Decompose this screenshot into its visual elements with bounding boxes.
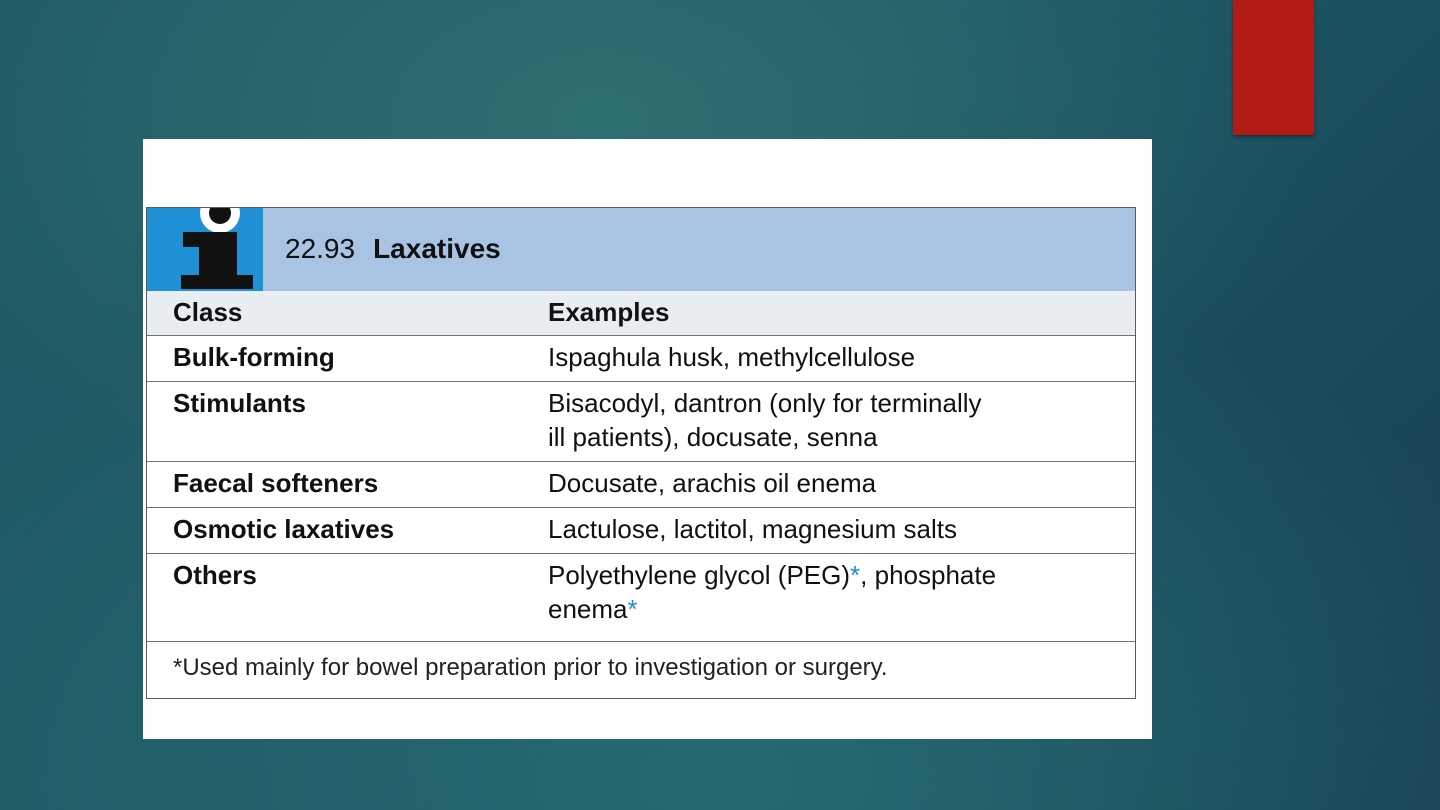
table-title-bar (147, 208, 1135, 291)
laxatives-table (146, 207, 1136, 699)
header-examples: Examples (548, 297, 670, 327)
table-name: Laxatives (373, 233, 501, 264)
row-class: Others (173, 560, 257, 590)
examples-line: ill patients), docusate, senna (548, 422, 878, 452)
row-examples: Docusate, arachis oil enema (548, 468, 877, 498)
examples-line (548, 558, 1118, 592)
header-class: Class (173, 297, 243, 327)
table-header-row (147, 291, 1135, 335)
asterisk-mark: * (627, 594, 638, 624)
asterisk-mark: * (850, 560, 861, 590)
table-footnote-row (147, 641, 1135, 699)
row-class: Osmotic laxatives (173, 514, 395, 544)
row-class: Stimulants (173, 388, 306, 418)
table-row (147, 461, 1135, 507)
row-class: Bulk-forming (173, 342, 335, 372)
footnote: *Used mainly for bowel preparation prior to investigation or surgery. (173, 654, 888, 681)
row-class: Faecal softeners (173, 468, 379, 498)
row-examples (548, 386, 1118, 454)
examples-line (548, 592, 1118, 626)
table-row (147, 553, 1135, 641)
examples-line: Bisacodyl, dantron (only for terminally (548, 388, 982, 418)
examples-text: , phosphate (860, 560, 997, 590)
info-icon (147, 208, 263, 291)
table-row (147, 381, 1135, 461)
examples-text: enema (548, 594, 628, 624)
row-examples (548, 558, 1118, 626)
table-number: 22.93 (285, 233, 356, 264)
row-examples: Ispaghula husk, methylcellulose (548, 342, 916, 372)
red-accent-bar (1233, 0, 1314, 135)
table-row (147, 507, 1135, 553)
table-row (147, 335, 1135, 381)
examples-text: Polyethylene glycol (PEG) (548, 560, 851, 590)
table-image (143, 139, 1152, 739)
table-title (285, 233, 501, 265)
row-examples: Lactulose, lactitol, magnesium salts (548, 514, 957, 544)
